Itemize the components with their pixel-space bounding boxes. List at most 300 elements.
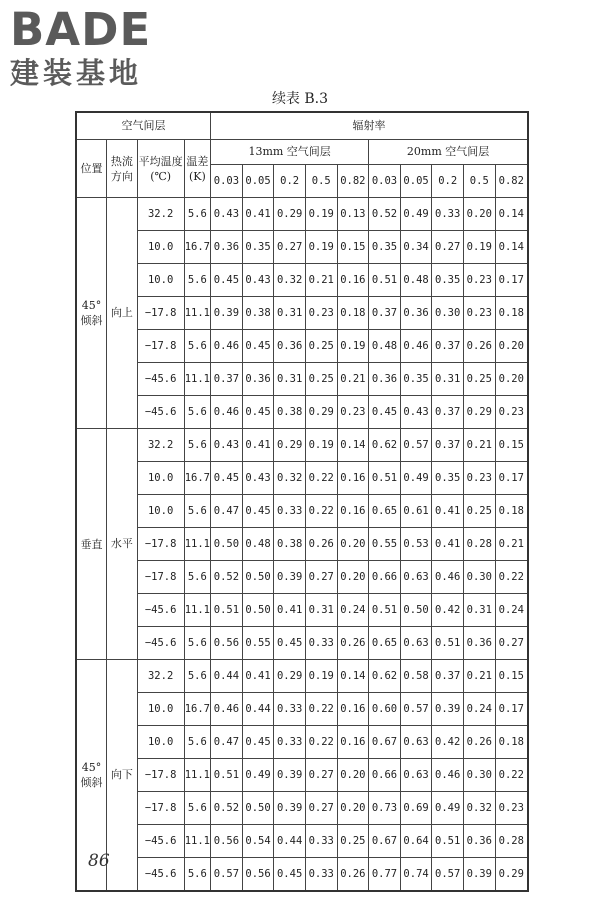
emissivity-value-cell: 0.30 xyxy=(432,297,464,330)
emissivity-value-cell: 0.46 xyxy=(211,330,243,363)
mean-temperature-cell: 10.0 xyxy=(137,495,184,528)
emissivity-value-cell: 0.14 xyxy=(495,231,528,264)
emissivity-value-cell: 0.29 xyxy=(274,198,306,231)
emissivity-value-cell: 0.19 xyxy=(337,330,369,363)
mean-temperature-cell: −45.6 xyxy=(137,858,184,892)
emissivity-value-cell: 0.35 xyxy=(432,264,464,297)
emissivity-value-cell: 0.33 xyxy=(274,726,306,759)
mean-temperature-cell: 10.0 xyxy=(137,693,184,726)
emissivity-value-cell: 0.47 xyxy=(211,495,243,528)
emissivity-value-cell: 0.23 xyxy=(337,396,369,429)
emissivity-value-cell: 0.25 xyxy=(305,363,337,396)
emissivity-value-cell: 0.45 xyxy=(211,264,243,297)
emissivity-value-cell: 0.62 xyxy=(369,429,401,462)
emissivity-value-cell: 0.16 xyxy=(337,726,369,759)
emissivity-value-cell: 0.55 xyxy=(369,528,401,561)
emissivity-value-cell: 0.29 xyxy=(274,660,306,693)
emissivity-value-cell: 0.21 xyxy=(337,363,369,396)
emissivity-value-cell: 0.39 xyxy=(432,693,464,726)
emissivity-value-cell: 0.46 xyxy=(211,693,243,726)
table-row xyxy=(76,627,528,660)
emissivity-value-cell: 0.20 xyxy=(337,759,369,792)
emissivity-value-cell: 0.23 xyxy=(495,792,528,825)
emissivity-value-cell: 0.63 xyxy=(400,759,432,792)
emissivity-value-cell: 0.28 xyxy=(495,825,528,858)
emissivity-value-cell: 0.20 xyxy=(495,330,528,363)
emissivity-value-cell: 0.26 xyxy=(463,330,495,363)
emissivity-value-cell: 0.31 xyxy=(463,594,495,627)
emissivity-value-cell: 0.18 xyxy=(495,726,528,759)
emissivity-value-cell: 0.45 xyxy=(242,726,274,759)
table-row xyxy=(76,231,528,264)
emissivity-value-cell: 0.31 xyxy=(274,363,306,396)
emissivity-value-cell: 0.30 xyxy=(463,759,495,792)
emissivity-value-cell: 0.39 xyxy=(274,759,306,792)
header-heat-flow-direction: 热流方向 xyxy=(107,140,138,198)
table-row xyxy=(76,462,528,495)
emissivity-value-cell: 0.66 xyxy=(369,759,401,792)
mean-temperature-cell: −45.6 xyxy=(137,363,184,396)
mean-temperature-cell: −17.8 xyxy=(137,528,184,561)
position-cell: 垂直 xyxy=(76,429,107,660)
emissivity-value-cell: 0.61 xyxy=(400,495,432,528)
table-row xyxy=(76,561,528,594)
emissivity-value-cell: 0.39 xyxy=(211,297,243,330)
emissivity-value-cell: 0.27 xyxy=(495,627,528,660)
table-row xyxy=(76,726,528,759)
emissivity-value-cell: 0.52 xyxy=(369,198,401,231)
emissivity-value-cell: 0.23 xyxy=(463,297,495,330)
emissivity-value-cell: 0.43 xyxy=(211,198,243,231)
header-mean-temperature: 平均温度(℃) xyxy=(137,140,184,198)
temp-difference-cell: 5.6 xyxy=(184,726,211,759)
mean-temperature-cell: 10.0 xyxy=(137,726,184,759)
table-row xyxy=(76,297,528,330)
emissivity-value-cell: 0.64 xyxy=(400,825,432,858)
emissivity-value-cell: 0.48 xyxy=(369,330,401,363)
emissivity-value-cell: 0.26 xyxy=(337,858,369,892)
emissivity-header-cell: 0.03 xyxy=(211,165,243,198)
direction-cell: 水平 xyxy=(107,429,138,660)
emissivity-value-cell: 0.27 xyxy=(305,792,337,825)
header-air-layer: 空气间层 xyxy=(76,112,211,140)
emissivity-value-cell: 0.67 xyxy=(369,825,401,858)
emissivity-value-cell: 0.44 xyxy=(242,693,274,726)
emissivity-value-cell: 0.49 xyxy=(432,792,464,825)
emissivity-value-cell: 0.23 xyxy=(495,396,528,429)
emissivity-table xyxy=(75,111,529,892)
emissivity-value-cell: 0.26 xyxy=(305,528,337,561)
table-row xyxy=(76,660,528,693)
emissivity-value-cell: 0.51 xyxy=(369,594,401,627)
emissivity-value-cell: 0.37 xyxy=(211,363,243,396)
emissivity-value-cell: 0.49 xyxy=(242,759,274,792)
emissivity-value-cell: 0.41 xyxy=(242,429,274,462)
emissivity-value-cell: 0.66 xyxy=(369,561,401,594)
temp-difference-cell: 5.6 xyxy=(184,858,211,892)
emissivity-value-cell: 0.22 xyxy=(305,726,337,759)
emissivity-value-cell: 0.45 xyxy=(242,396,274,429)
emissivity-value-cell: 0.37 xyxy=(432,330,464,363)
emissivity-value-cell: 0.37 xyxy=(369,297,401,330)
emissivity-value-cell: 0.62 xyxy=(369,660,401,693)
emissivity-value-cell: 0.45 xyxy=(274,858,306,892)
emissivity-value-cell: 0.23 xyxy=(463,264,495,297)
emissivity-value-cell: 0.27 xyxy=(305,561,337,594)
emissivity-value-cell: 0.45 xyxy=(369,396,401,429)
temp-difference-cell: 5.6 xyxy=(184,792,211,825)
mean-temperature-cell: −45.6 xyxy=(137,396,184,429)
emissivity-value-cell: 0.20 xyxy=(337,561,369,594)
emissivity-value-cell: 0.44 xyxy=(274,825,306,858)
emissivity-header-cell: 0.2 xyxy=(274,165,306,198)
mean-temperature-cell: −17.8 xyxy=(137,792,184,825)
emissivity-value-cell: 0.65 xyxy=(369,627,401,660)
emissivity-value-cell: 0.22 xyxy=(305,462,337,495)
emissivity-value-cell: 0.46 xyxy=(432,759,464,792)
emissivity-value-cell: 0.29 xyxy=(495,858,528,892)
emissivity-value-cell: 0.17 xyxy=(495,264,528,297)
emissivity-value-cell: 0.16 xyxy=(337,462,369,495)
emissivity-value-cell: 0.27 xyxy=(274,231,306,264)
emissivity-value-cell: 0.33 xyxy=(305,858,337,892)
emissivity-header-cell: 0.03 xyxy=(369,165,401,198)
emissivity-value-cell: 0.56 xyxy=(242,858,274,892)
temp-difference-cell: 11.1 xyxy=(184,594,211,627)
emissivity-table-container xyxy=(75,111,529,892)
emissivity-value-cell: 0.46 xyxy=(432,561,464,594)
emissivity-value-cell: 0.39 xyxy=(274,561,306,594)
emissivity-value-cell: 0.56 xyxy=(211,627,243,660)
emissivity-value-cell: 0.69 xyxy=(400,792,432,825)
emissivity-value-cell: 0.43 xyxy=(211,429,243,462)
position-cell: 45° 倾斜 xyxy=(76,198,107,429)
emissivity-value-cell: 0.45 xyxy=(274,627,306,660)
emissivity-value-cell: 0.22 xyxy=(495,561,528,594)
direction-cell: 向上 xyxy=(107,198,138,429)
emissivity-value-cell: 0.60 xyxy=(369,693,401,726)
emissivity-header-cell: 0.2 xyxy=(432,165,464,198)
emissivity-value-cell: 0.50 xyxy=(211,528,243,561)
emissivity-value-cell: 0.34 xyxy=(400,231,432,264)
table-row xyxy=(76,528,528,561)
emissivity-value-cell: 0.67 xyxy=(369,726,401,759)
emissivity-value-cell: 0.14 xyxy=(337,660,369,693)
emissivity-value-cell: 0.51 xyxy=(369,462,401,495)
emissivity-value-cell: 0.56 xyxy=(211,825,243,858)
emissivity-value-cell: 0.50 xyxy=(242,594,274,627)
emissivity-value-cell: 0.32 xyxy=(463,792,495,825)
emissivity-value-cell: 0.50 xyxy=(242,792,274,825)
table-row xyxy=(76,495,528,528)
emissivity-value-cell: 0.54 xyxy=(242,825,274,858)
header-position: 位置 xyxy=(76,140,107,198)
page-number: 86 xyxy=(88,851,110,871)
emissivity-value-cell: 0.24 xyxy=(463,693,495,726)
emissivity-value-cell: 0.48 xyxy=(400,264,432,297)
emissivity-value-cell: 0.29 xyxy=(305,396,337,429)
emissivity-value-cell: 0.24 xyxy=(337,594,369,627)
emissivity-value-cell: 0.18 xyxy=(495,495,528,528)
emissivity-header-cell: 0.82 xyxy=(495,165,528,198)
mean-temperature-cell: 32.2 xyxy=(137,198,184,231)
temp-difference-cell: 11.1 xyxy=(184,297,211,330)
emissivity-header-cell: 0.5 xyxy=(305,165,337,198)
emissivity-value-cell: 0.42 xyxy=(432,726,464,759)
emissivity-value-cell: 0.31 xyxy=(432,363,464,396)
emissivity-value-cell: 0.38 xyxy=(274,528,306,561)
emissivity-value-cell: 0.36 xyxy=(400,297,432,330)
emissivity-value-cell: 0.51 xyxy=(369,264,401,297)
emissivity-value-cell: 0.41 xyxy=(242,198,274,231)
emissivity-value-cell: 0.36 xyxy=(211,231,243,264)
emissivity-value-cell: 0.32 xyxy=(274,264,306,297)
direction-cell: 向下 xyxy=(107,660,138,892)
table-row xyxy=(76,693,528,726)
emissivity-value-cell: 0.25 xyxy=(337,825,369,858)
emissivity-value-cell: 0.35 xyxy=(242,231,274,264)
emissivity-value-cell: 0.63 xyxy=(400,726,432,759)
emissivity-value-cell: 0.51 xyxy=(432,627,464,660)
table-row xyxy=(76,396,528,429)
header-13mm-layer: 13mm 空气间层 xyxy=(211,140,369,165)
emissivity-value-cell: 0.35 xyxy=(400,363,432,396)
emissivity-value-cell: 0.57 xyxy=(400,693,432,726)
emissivity-value-cell: 0.21 xyxy=(305,264,337,297)
emissivity-value-cell: 0.57 xyxy=(432,858,464,892)
emissivity-value-cell: 0.22 xyxy=(495,759,528,792)
emissivity-value-cell: 0.43 xyxy=(242,462,274,495)
temp-difference-cell: 5.6 xyxy=(184,495,211,528)
table-row xyxy=(76,759,528,792)
table-row xyxy=(76,264,528,297)
emissivity-value-cell: 0.49 xyxy=(400,462,432,495)
emissivity-value-cell: 0.50 xyxy=(400,594,432,627)
emissivity-value-cell: 0.36 xyxy=(242,363,274,396)
emissivity-value-cell: 0.16 xyxy=(337,495,369,528)
emissivity-header-cell: 0.5 xyxy=(463,165,495,198)
mean-temperature-cell: 10.0 xyxy=(137,231,184,264)
emissivity-value-cell: 0.18 xyxy=(495,297,528,330)
emissivity-value-cell: 0.29 xyxy=(274,429,306,462)
emissivity-value-cell: 0.50 xyxy=(242,561,274,594)
table-row xyxy=(76,594,528,627)
emissivity-value-cell: 0.41 xyxy=(274,594,306,627)
temp-difference-cell: 11.1 xyxy=(184,825,211,858)
emissivity-value-cell: 0.48 xyxy=(242,528,274,561)
emissivity-value-cell: 0.36 xyxy=(463,825,495,858)
emissivity-value-cell: 0.15 xyxy=(337,231,369,264)
temp-difference-cell: 5.6 xyxy=(184,330,211,363)
emissivity-value-cell: 0.63 xyxy=(400,627,432,660)
table-caption: 续表 B.3 xyxy=(271,91,329,107)
emissivity-value-cell: 0.16 xyxy=(337,264,369,297)
emissivity-value-cell: 0.22 xyxy=(305,693,337,726)
emissivity-value-cell: 0.21 xyxy=(463,429,495,462)
temp-difference-cell: 5.6 xyxy=(184,264,211,297)
mean-temperature-cell: 10.0 xyxy=(137,264,184,297)
emissivity-value-cell: 0.15 xyxy=(495,660,528,693)
header-temp-difference: 温差(K) xyxy=(184,140,211,198)
emissivity-header-cell: 0.05 xyxy=(400,165,432,198)
table-row xyxy=(76,825,528,858)
emissivity-value-cell: 0.36 xyxy=(274,330,306,363)
emissivity-value-cell: 0.29 xyxy=(463,396,495,429)
emissivity-value-cell: 0.36 xyxy=(463,627,495,660)
temp-difference-cell: 5.6 xyxy=(184,396,211,429)
emissivity-value-cell: 0.22 xyxy=(305,495,337,528)
logo xyxy=(10,3,180,96)
emissivity-value-cell: 0.30 xyxy=(463,561,495,594)
emissivity-value-cell: 0.16 xyxy=(337,693,369,726)
emissivity-value-cell: 0.51 xyxy=(432,825,464,858)
temp-difference-cell: 11.1 xyxy=(184,363,211,396)
table-row xyxy=(76,363,528,396)
temp-difference-cell: 5.6 xyxy=(184,429,211,462)
emissivity-value-cell: 0.20 xyxy=(337,792,369,825)
emissivity-value-cell: 0.43 xyxy=(400,396,432,429)
emissivity-value-cell: 0.47 xyxy=(211,726,243,759)
emissivity-value-cell: 0.73 xyxy=(369,792,401,825)
emissivity-value-cell: 0.21 xyxy=(495,528,528,561)
mean-temperature-cell: 10.0 xyxy=(137,462,184,495)
mean-temperature-cell: −45.6 xyxy=(137,627,184,660)
emissivity-value-cell: 0.19 xyxy=(305,198,337,231)
temp-difference-cell: 5.6 xyxy=(184,660,211,693)
emissivity-value-cell: 0.45 xyxy=(211,462,243,495)
emissivity-value-cell: 0.20 xyxy=(495,363,528,396)
temp-difference-cell: 5.6 xyxy=(184,627,211,660)
emissivity-value-cell: 0.46 xyxy=(400,330,432,363)
emissivity-value-cell: 0.57 xyxy=(211,858,243,892)
emissivity-value-cell: 0.25 xyxy=(463,495,495,528)
emissivity-value-cell: 0.45 xyxy=(242,330,274,363)
emissivity-value-cell: 0.35 xyxy=(432,462,464,495)
emissivity-value-cell: 0.74 xyxy=(400,858,432,892)
emissivity-value-cell: 0.45 xyxy=(242,495,274,528)
emissivity-value-cell: 0.37 xyxy=(432,660,464,693)
emissivity-value-cell: 0.14 xyxy=(495,198,528,231)
emissivity-value-cell: 0.23 xyxy=(305,297,337,330)
emissivity-value-cell: 0.26 xyxy=(337,627,369,660)
emissivity-value-cell: 0.33 xyxy=(305,825,337,858)
emissivity-value-cell: 0.49 xyxy=(400,198,432,231)
table-row xyxy=(76,198,528,231)
emissivity-value-cell: 0.27 xyxy=(305,759,337,792)
mean-temperature-cell: −17.8 xyxy=(137,759,184,792)
header-emissivity: 辐射率 xyxy=(211,112,528,140)
emissivity-value-cell: 0.13 xyxy=(337,198,369,231)
emissivity-value-cell: 0.52 xyxy=(211,792,243,825)
emissivity-value-cell: 0.43 xyxy=(242,264,274,297)
emissivity-header-cell: 0.05 xyxy=(242,165,274,198)
emissivity-value-cell: 0.33 xyxy=(274,495,306,528)
emissivity-value-cell: 0.31 xyxy=(274,297,306,330)
emissivity-value-cell: 0.21 xyxy=(463,660,495,693)
emissivity-value-cell: 0.33 xyxy=(274,693,306,726)
emissivity-value-cell: 0.33 xyxy=(432,198,464,231)
emissivity-value-cell: 0.37 xyxy=(432,429,464,462)
emissivity-value-cell: 0.63 xyxy=(400,561,432,594)
emissivity-value-cell: 0.25 xyxy=(463,363,495,396)
emissivity-value-cell: 0.41 xyxy=(242,660,274,693)
emissivity-value-cell: 0.41 xyxy=(432,495,464,528)
table-row xyxy=(76,858,528,892)
emissivity-value-cell: 0.18 xyxy=(337,297,369,330)
emissivity-value-cell: 0.31 xyxy=(305,594,337,627)
emissivity-value-cell: 0.14 xyxy=(337,429,369,462)
emissivity-value-cell: 0.20 xyxy=(337,528,369,561)
emissivity-value-cell: 0.19 xyxy=(305,660,337,693)
emissivity-value-cell: 0.32 xyxy=(274,462,306,495)
temp-difference-cell: 11.1 xyxy=(184,528,211,561)
table-row xyxy=(76,330,528,363)
emissivity-value-cell: 0.46 xyxy=(211,396,243,429)
emissivity-value-cell: 0.44 xyxy=(211,660,243,693)
emissivity-value-cell: 0.53 xyxy=(400,528,432,561)
emissivity-value-cell: 0.20 xyxy=(463,198,495,231)
emissivity-value-cell: 0.65 xyxy=(369,495,401,528)
emissivity-value-cell: 0.24 xyxy=(495,594,528,627)
emissivity-value-cell: 0.27 xyxy=(432,231,464,264)
table-body xyxy=(76,198,528,892)
temp-difference-cell: 16.7 xyxy=(184,231,211,264)
temp-difference-cell: 11.1 xyxy=(184,759,211,792)
emissivity-value-cell: 0.28 xyxy=(463,528,495,561)
temp-difference-cell: 5.6 xyxy=(184,561,211,594)
logo-brand: BADE xyxy=(10,3,152,56)
emissivity-value-cell: 0.23 xyxy=(463,462,495,495)
emissivity-value-cell: 0.42 xyxy=(432,594,464,627)
mean-temperature-cell: 32.2 xyxy=(137,429,184,462)
emissivity-value-cell: 0.55 xyxy=(242,627,274,660)
position-cell: 45° 倾斜 xyxy=(76,660,107,892)
emissivity-value-cell: 0.77 xyxy=(369,858,401,892)
mean-temperature-cell: −45.6 xyxy=(137,594,184,627)
temp-difference-cell: 16.7 xyxy=(184,462,211,495)
emissivity-value-cell: 0.39 xyxy=(463,858,495,892)
emissivity-value-cell: 0.19 xyxy=(305,231,337,264)
emissivity-value-cell: 0.36 xyxy=(369,363,401,396)
emissivity-value-cell: 0.51 xyxy=(211,594,243,627)
emissivity-value-cell: 0.39 xyxy=(274,792,306,825)
header-20mm-layer: 20mm 空气间层 xyxy=(369,140,528,165)
emissivity-value-cell: 0.38 xyxy=(274,396,306,429)
mean-temperature-cell: −17.8 xyxy=(137,330,184,363)
emissivity-value-cell: 0.19 xyxy=(305,429,337,462)
emissivity-value-cell: 0.37 xyxy=(432,396,464,429)
temp-difference-cell: 16.7 xyxy=(184,693,211,726)
emissivity-value-cell: 0.38 xyxy=(242,297,274,330)
emissivity-value-cell: 0.58 xyxy=(400,660,432,693)
table-row xyxy=(76,792,528,825)
table-row xyxy=(76,429,528,462)
logo-subtitle: 建装基地 xyxy=(10,56,143,90)
mean-temperature-cell: −17.8 xyxy=(137,561,184,594)
mean-temperature-cell: 32.2 xyxy=(137,660,184,693)
mean-temperature-cell: −17.8 xyxy=(137,297,184,330)
emissivity-value-cell: 0.26 xyxy=(463,726,495,759)
emissivity-value-cell: 0.52 xyxy=(211,561,243,594)
emissivity-value-cell: 0.17 xyxy=(495,693,528,726)
emissivity-value-cell: 0.25 xyxy=(305,330,337,363)
temp-difference-cell: 5.6 xyxy=(184,198,211,231)
emissivity-value-cell: 0.17 xyxy=(495,462,528,495)
mean-temperature-cell: −45.6 xyxy=(137,825,184,858)
emissivity-value-cell: 0.51 xyxy=(211,759,243,792)
emissivity-value-cell: 0.19 xyxy=(463,231,495,264)
emissivity-value-cell: 0.33 xyxy=(305,627,337,660)
